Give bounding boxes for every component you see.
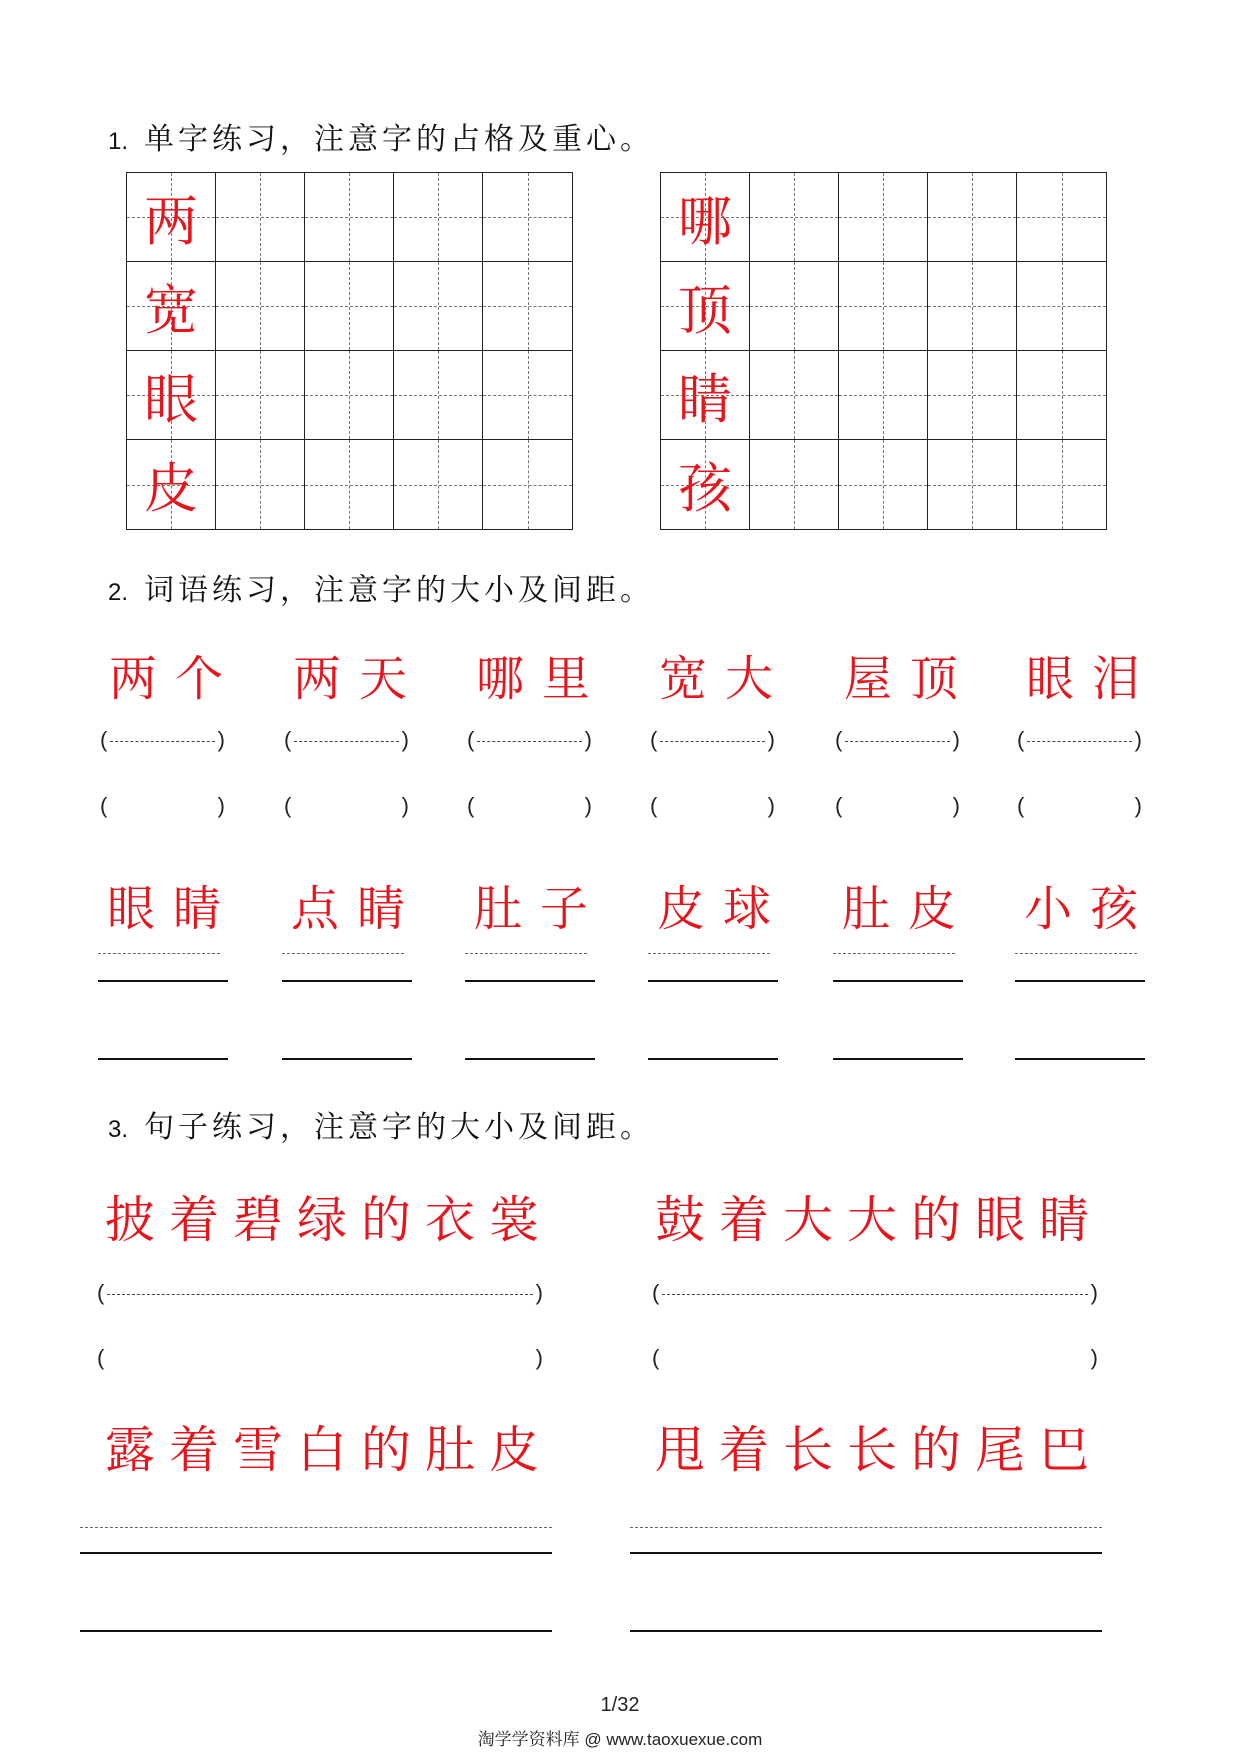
practice-cell[interactable]: [750, 351, 839, 440]
practice-cell[interactable]: [839, 351, 928, 440]
word-write-paren[interactable]: [1017, 793, 1142, 823]
word-write-line[interactable]: [465, 1058, 595, 1060]
word-write-paren[interactable]: [467, 793, 592, 823]
paren-open: (: [467, 793, 475, 818]
sentence-dashed-guide: [630, 1527, 1102, 1528]
sentence-model: 披着碧绿的衣裳: [105, 1191, 553, 1249]
model-cell: [127, 351, 216, 440]
paren-open: (: [284, 793, 292, 818]
paren-close: ): [401, 793, 409, 818]
section1-title: 单字练习，注意字的占格及重心。: [144, 122, 655, 157]
dashed-guide: [107, 1294, 533, 1295]
paren-close: ): [1134, 727, 1142, 752]
word-dashed-guide: [833, 953, 955, 954]
word-write-line[interactable]: [1015, 980, 1145, 982]
word-model: 眼睛: [107, 881, 240, 937]
word-trace-paren[interactable]: [835, 727, 960, 757]
word-trace-paren[interactable]: [284, 727, 409, 757]
practice-cell[interactable]: [750, 173, 839, 262]
paren-close: ): [584, 727, 592, 752]
model-cell: [661, 351, 750, 440]
section2-number: 2.: [108, 579, 129, 606]
word-write-paren[interactable]: [835, 793, 960, 823]
sentence-trace-paren[interactable]: [652, 1280, 1098, 1310]
section2-heading: [108, 565, 654, 609]
practice-cell[interactable]: [305, 262, 394, 351]
practice-grid-right: [660, 172, 1107, 530]
word-write-paren[interactable]: [284, 793, 409, 823]
paren-open: (: [835, 727, 843, 752]
practice-cell[interactable]: [1017, 351, 1106, 440]
paren-close: ): [952, 727, 960, 752]
paren-open: (: [100, 727, 108, 752]
practice-cell[interactable]: [928, 262, 1017, 351]
practice-cell[interactable]: [839, 262, 928, 351]
word-dashed-guide: [648, 953, 770, 954]
paren-close: ): [1134, 793, 1142, 818]
sentence-write-line[interactable]: [630, 1552, 1102, 1554]
model-character: 孩: [678, 457, 732, 520]
sentence-write-line[interactable]: [630, 1630, 1102, 1632]
practice-cell[interactable]: [394, 440, 483, 529]
word-write-line[interactable]: [465, 980, 595, 982]
paren-close: ): [1090, 1280, 1098, 1305]
paren-open: (: [1017, 727, 1025, 752]
practice-cell[interactable]: [928, 440, 1017, 529]
practice-cell[interactable]: [483, 262, 572, 351]
practice-cell[interactable]: [1017, 262, 1106, 351]
word-model: 宽大: [659, 651, 792, 707]
word-model: 小孩: [1024, 881, 1157, 937]
word-write-line[interactable]: [648, 980, 778, 982]
dashed-guide: [660, 741, 765, 742]
practice-cell[interactable]: [1017, 440, 1106, 529]
practice-cell[interactable]: [750, 440, 839, 529]
section1-number: 1.: [108, 128, 129, 155]
page-number: 1/32: [600, 1694, 640, 1716]
practice-cell[interactable]: [216, 351, 305, 440]
paren-close: ): [217, 793, 225, 818]
paren-close: ): [401, 727, 409, 752]
word-write-paren[interactable]: [100, 793, 225, 823]
paren-open: (: [652, 1345, 660, 1370]
model-character: 睛: [678, 367, 732, 431]
model-character: 顶: [678, 278, 732, 342]
paren-open: (: [835, 793, 843, 818]
practice-cell[interactable]: [216, 173, 305, 262]
paren-close: ): [584, 793, 592, 818]
model-character: 哪: [678, 189, 732, 253]
sentence-write-paren[interactable]: [97, 1345, 543, 1375]
practice-cell[interactable]: [394, 173, 483, 262]
word-write-line[interactable]: [648, 1058, 778, 1060]
section1-heading: [108, 114, 654, 158]
word-write-line[interactable]: [833, 1058, 963, 1060]
paren-open: (: [97, 1280, 105, 1305]
model-cell: [661, 262, 750, 351]
practice-cell[interactable]: [305, 351, 394, 440]
word-trace-paren[interactable]: [467, 727, 592, 757]
word-write-paren[interactable]: [650, 793, 775, 823]
word-model: 肚子: [474, 881, 607, 937]
word-write-line[interactable]: [98, 1058, 228, 1060]
practice-cell[interactable]: [839, 173, 928, 262]
section3-heading: [108, 1102, 654, 1146]
section3-title: 句子练习，注意字的大小及间距。: [144, 1110, 655, 1145]
dashed-guide: [294, 741, 399, 742]
word-trace-paren[interactable]: [650, 727, 775, 757]
paren-open: (: [284, 727, 292, 752]
paren-close: ): [952, 793, 960, 818]
word-write-line[interactable]: [282, 980, 412, 982]
practice-cell[interactable]: [928, 173, 1017, 262]
paren-open: (: [97, 1345, 105, 1370]
practice-cell[interactable]: [216, 262, 305, 351]
sentence-write-line[interactable]: [80, 1552, 552, 1554]
word-model: 眼泪: [1026, 651, 1159, 707]
paren-close: ): [1090, 1345, 1098, 1370]
dashed-guide: [477, 741, 582, 742]
word-model: 两天: [293, 651, 426, 707]
paren-open: (: [467, 727, 475, 752]
word-model: 点睛: [291, 881, 424, 937]
dashed-guide: [110, 741, 215, 742]
practice-grid-left: [126, 172, 573, 530]
model-character: 两: [144, 189, 198, 253]
word-model: 两个: [109, 651, 242, 707]
word-dashed-guide: [98, 953, 220, 954]
paren-open: (: [652, 1280, 660, 1305]
model-cell: [127, 440, 216, 529]
practice-cell[interactable]: [839, 440, 928, 529]
practice-cell[interactable]: [483, 440, 572, 529]
practice-cell[interactable]: [928, 351, 1017, 440]
word-dashed-guide: [1015, 953, 1137, 954]
practice-cell[interactable]: [483, 351, 572, 440]
sentence-write-paren[interactable]: [652, 1345, 1098, 1375]
word-model: 肚皮: [842, 881, 975, 937]
paren-open: (: [650, 727, 658, 752]
sentence-model: 甩着长长的尾巴: [655, 1421, 1103, 1479]
word-dashed-guide: [282, 953, 404, 954]
model-cell: [661, 440, 750, 529]
paren-close: ): [535, 1280, 543, 1305]
dashed-guide: [662, 1294, 1088, 1295]
paren-open: (: [650, 793, 658, 818]
paren-close: ): [217, 727, 225, 752]
dashed-guide: [845, 741, 950, 742]
model-character: 宽: [144, 278, 198, 342]
word-write-line[interactable]: [833, 980, 963, 982]
paren-open: (: [1017, 793, 1025, 818]
word-model: 皮球: [657, 881, 790, 937]
practice-cell[interactable]: [750, 262, 839, 351]
model-character: 眼: [144, 367, 198, 431]
sentence-dashed-guide: [80, 1527, 552, 1528]
dashed-guide: [1027, 741, 1132, 742]
paren-close: ): [767, 727, 775, 752]
word-trace-paren[interactable]: [100, 727, 225, 757]
practice-cell[interactable]: [483, 173, 572, 262]
paren-close: ): [535, 1345, 543, 1370]
practice-cell[interactable]: [305, 440, 394, 529]
model-cell: [127, 173, 216, 262]
practice-cell[interactable]: [394, 262, 483, 351]
word-dashed-guide: [465, 953, 587, 954]
word-model: 哪里: [476, 651, 609, 707]
sentence-trace-paren[interactable]: [97, 1280, 543, 1310]
section2-title: 词语练习，注意字的大小及间距。: [144, 573, 655, 608]
word-write-line[interactable]: [98, 980, 228, 982]
practice-cell[interactable]: [394, 351, 483, 440]
paren-open: (: [100, 793, 108, 818]
model-cell: [661, 173, 750, 262]
sentence-model: 鼓着大大的眼睛: [655, 1191, 1103, 1249]
sentence-model: 露着雪白的肚皮: [105, 1421, 553, 1479]
paren-close: ): [767, 793, 775, 818]
footer-watermark: 淘学学资料库 @ www.taoxuexue.com: [477, 1730, 763, 1749]
section3-number: 3.: [108, 1116, 129, 1143]
sentence-write-line[interactable]: [80, 1630, 552, 1632]
word-write-line[interactable]: [1015, 1058, 1145, 1060]
word-model: 屋顶: [844, 651, 977, 707]
model-cell: [127, 262, 216, 351]
word-trace-paren[interactable]: [1017, 727, 1142, 757]
practice-cell[interactable]: [216, 440, 305, 529]
model-character: 皮: [144, 457, 198, 520]
practice-cell[interactable]: [1017, 173, 1106, 262]
practice-cell[interactable]: [305, 173, 394, 262]
word-write-line[interactable]: [282, 1058, 412, 1060]
